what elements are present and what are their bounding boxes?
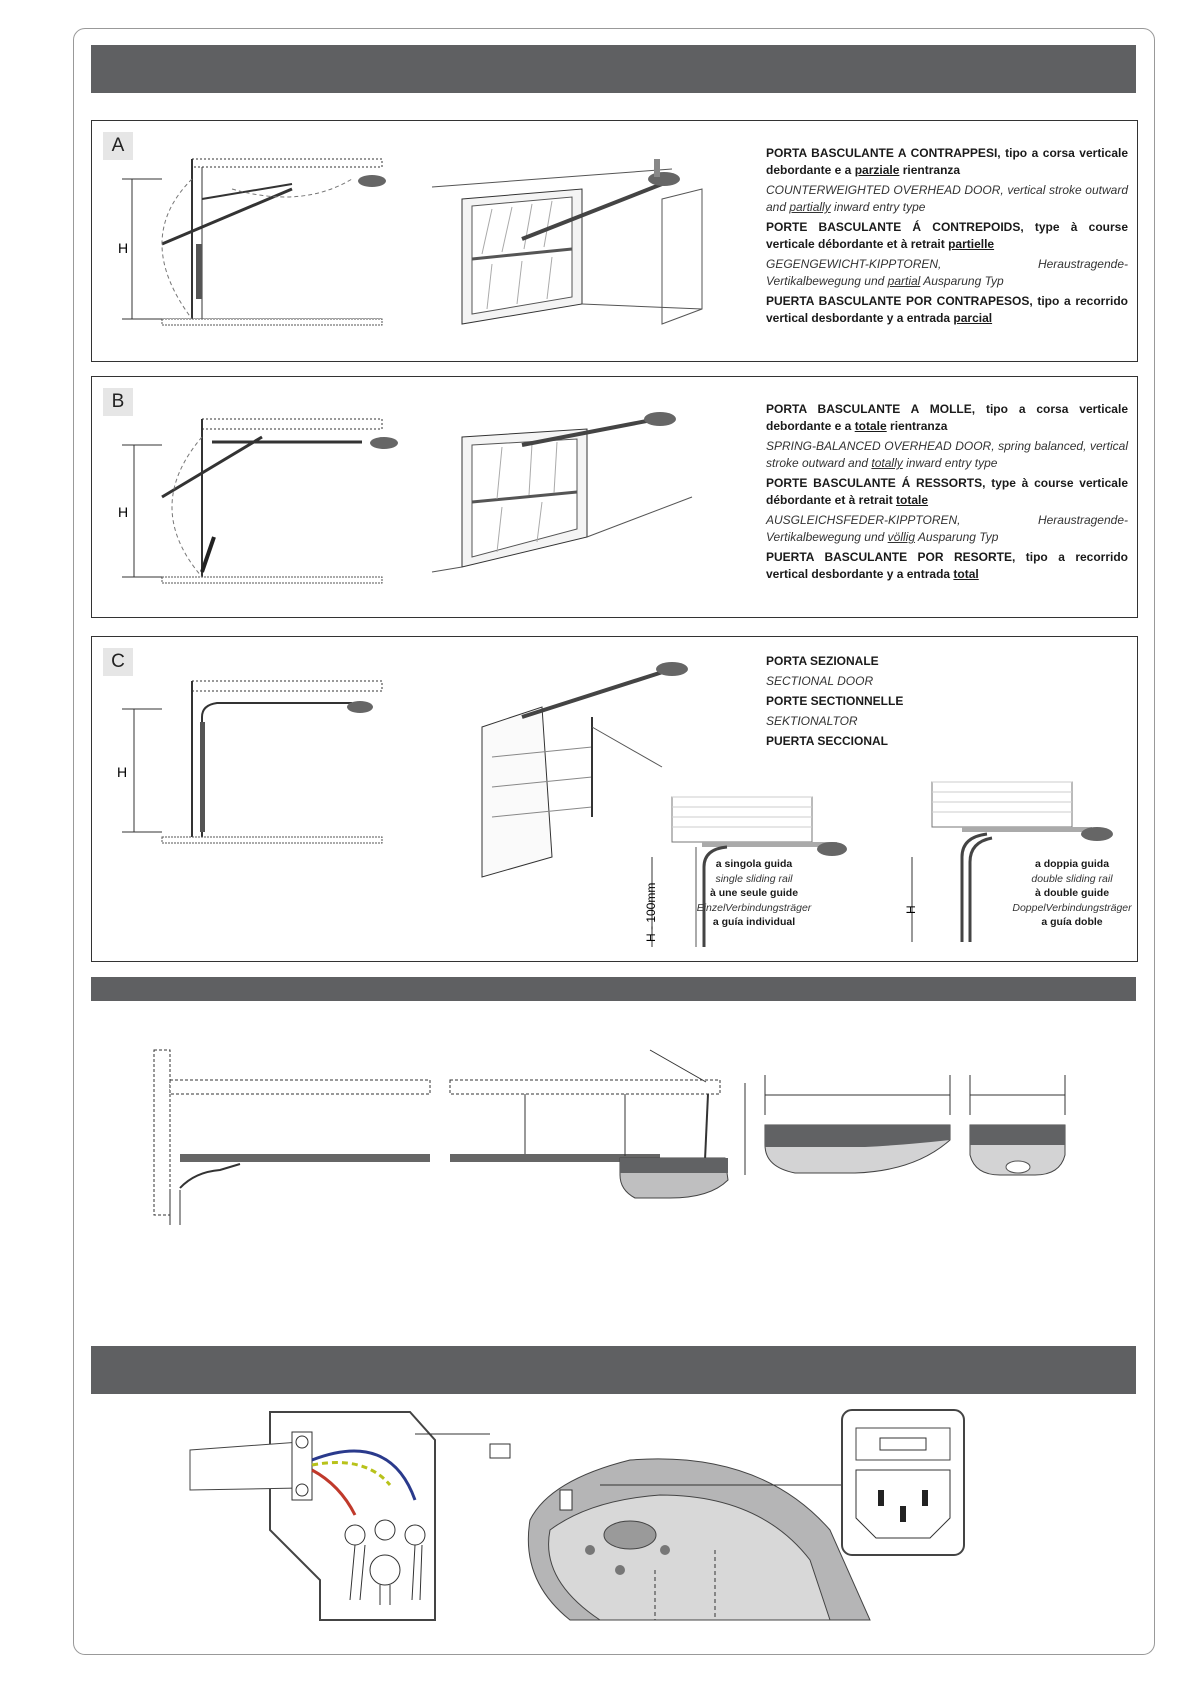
desc-de: SEKTIONALTOR (766, 714, 858, 728)
desc-es: PUERTA BASCULANTE POR CONTRAPESOS, tipo a recorrido vertical desbordante y a entrada parcial (766, 294, 1128, 325)
desc-en: SECTIONAL DOOR (766, 674, 874, 688)
ceiling-installation-diagram (150, 1040, 590, 1220)
desc-en: SPRING-BALANCED OVERHEAD DOOR, spring balanced, vertical stroke outward and totally inward entry type (766, 439, 1128, 470)
height-label: H (118, 504, 129, 520)
height-label: H (117, 764, 128, 780)
motor-dimensions-diagram (735, 1075, 1105, 1195)
double-rail-caption: a doppia guida double sliding rail à double guide DoppelVerbindungsträger a guía doble (1012, 858, 1132, 928)
panel-letter: B (103, 388, 133, 416)
section-header-bar-1 (91, 45, 1136, 93)
panel-a-description (766, 145, 1128, 330)
spring-door-side-diagram (118, 407, 422, 607)
panel-a (91, 120, 1138, 362)
iec-power-socket-diagram (840, 1408, 970, 1568)
sectional-door-side-diagram (117, 677, 422, 877)
double-rail-dimension-label: H (904, 905, 918, 914)
single-rail-dimension-label: H - 100mm (644, 882, 658, 942)
section-header-bar-3 (91, 1346, 1136, 1394)
spring-door-perspective-diagram (432, 407, 692, 607)
panel-c (91, 636, 1138, 962)
counterweight-door-side-diagram (118, 149, 422, 349)
desc-de: GEGENGEWICHT-KIPPTOREN, Heraustragende-Vertikalbewegung und partial Ausparung Typ (766, 257, 1128, 288)
desc-fr: PORTE BASCULANTE Á RESSORTS, type à course verticale débordante et à retrait totale (766, 476, 1128, 507)
desc-fr: PORTE BASCULANTE Á CONTREPOIDS, type à course verticale débordante et à retrait partielle (766, 220, 1128, 251)
panel-c-description (766, 651, 1128, 751)
panel-b-description (766, 401, 1128, 586)
desc-de: AUSGLEICHSFEDER-KIPPTOREN, Heraustragende-Vertikalbewegung und völlig Ausparung Typ (766, 513, 1128, 544)
desc-es: PUERTA BASCULANTE POR RESORTE, tipo a recorrido vertical desbordante y a entrada total (766, 550, 1128, 581)
panel-letter: A (103, 132, 133, 160)
panel-b (91, 376, 1138, 618)
panel-letter: C (103, 648, 133, 676)
desc-it: PORTA SEZIONALE (766, 654, 879, 668)
desc-fr: PORTE SECTIONNELLE (766, 694, 904, 708)
desc-en: COUNTERWEIGHTED OVERHEAD DOOR, vertical stroke outward and partially inward entry type (766, 183, 1128, 214)
height-label: H (118, 240, 129, 256)
desc-it: PORTA BASCULANTE A MOLLE, tipo a corsa verticale debordante e a totale rientranza (766, 402, 1128, 433)
desc-es: PUERTA SECCIONAL (766, 734, 889, 748)
page-bottom-gap (598, 1650, 640, 1653)
power-plug-wiring-diagram (190, 1410, 470, 1630)
section-header-bar-2 (91, 977, 1136, 1001)
motor-base-open-diagram (510, 1420, 850, 1630)
single-rail-caption: a singola guida single sliding rail à une seule guide EinzelVerbindungsträger a guía individual (696, 858, 812, 928)
desc-it: PORTA BASCULANTE A CONTRAPPESI, tipo a corsa verticale debordante e a parziale rientranza (766, 146, 1128, 177)
counterweight-door-perspective-diagram (432, 149, 692, 349)
